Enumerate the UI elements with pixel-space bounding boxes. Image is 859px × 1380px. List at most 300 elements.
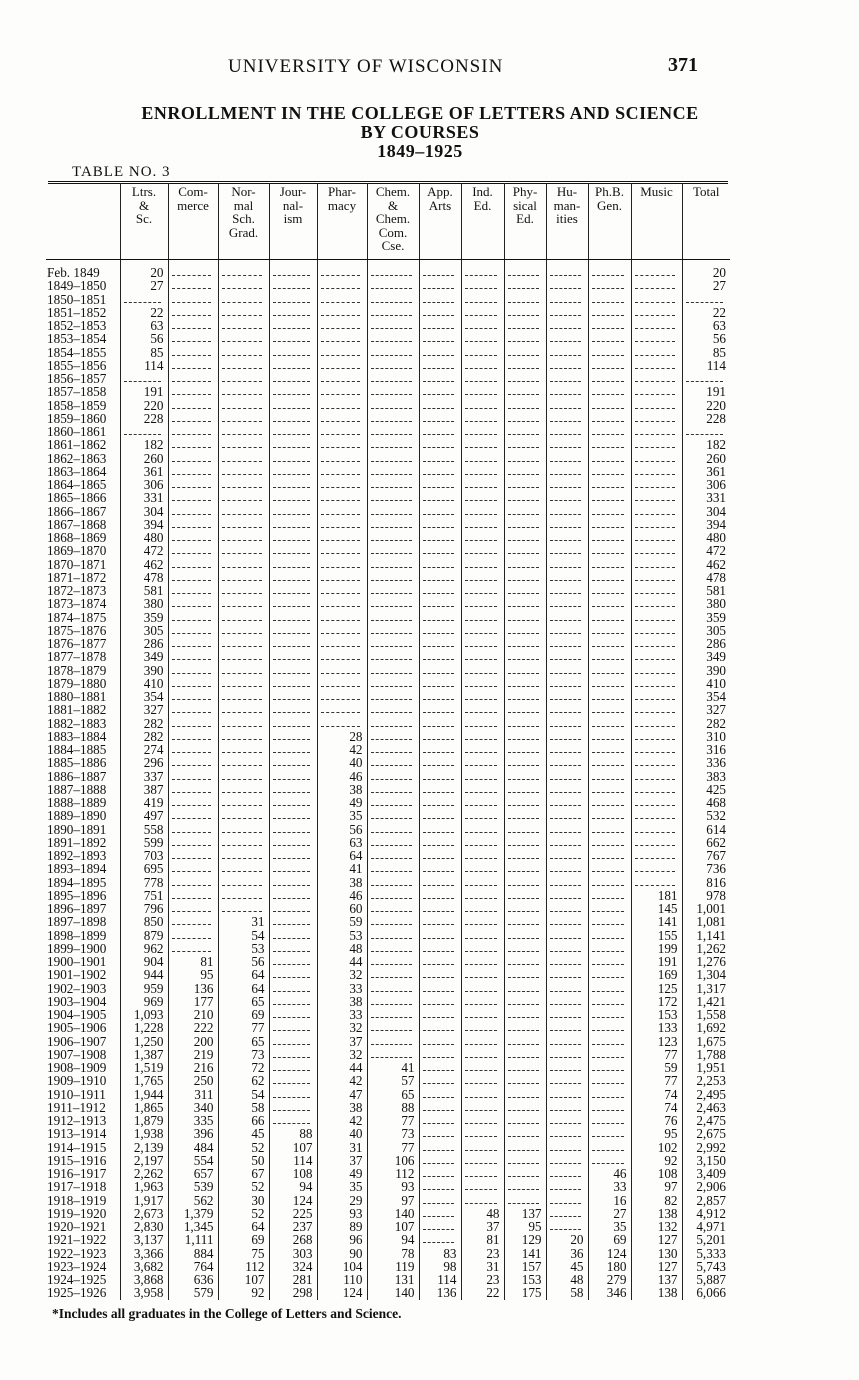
value-cell: 38 — [317, 876, 367, 889]
dash-placeholder — [423, 1070, 454, 1071]
dash-placeholder — [273, 805, 310, 806]
dash-placeholder — [508, 951, 539, 952]
empty-cell — [461, 518, 504, 531]
empty-cell — [631, 624, 682, 637]
dash-placeholder — [423, 871, 454, 872]
dash-placeholder — [222, 739, 262, 740]
empty-cell — [218, 412, 269, 425]
value-cell: 219 — [168, 1048, 218, 1061]
year-cell: 1892–1893 — [47, 849, 107, 863]
value-cell: 6,066 — [682, 1286, 730, 1299]
dash-placeholder — [423, 659, 454, 660]
empty-cell — [631, 611, 682, 624]
value-cell: 124 — [317, 1286, 367, 1299]
dash-placeholder — [465, 1097, 497, 1098]
dash-placeholder — [423, 938, 454, 939]
dash-placeholder — [273, 553, 310, 554]
empty-cell — [168, 319, 218, 332]
dash-placeholder — [465, 447, 497, 448]
empty-cell — [218, 902, 269, 915]
empty-cell — [461, 544, 504, 557]
empty-cell — [218, 703, 269, 716]
empty-cell — [546, 518, 588, 531]
value-cell: 65 — [218, 995, 269, 1008]
empty-cell — [218, 730, 269, 743]
dash-placeholder — [273, 832, 310, 833]
empty-cell — [168, 770, 218, 783]
empty-cell — [588, 1021, 631, 1034]
empty-cell — [588, 491, 631, 504]
dash-placeholder — [273, 1083, 310, 1084]
table-row — [46, 1127, 730, 1140]
dash-placeholder — [172, 686, 211, 687]
dash-placeholder — [550, 951, 581, 952]
value-cell: 396 — [168, 1127, 218, 1140]
dash-placeholder — [592, 421, 624, 422]
empty-cell — [419, 1061, 461, 1074]
value-cell: 157 — [504, 1260, 546, 1273]
value-cell: 5,743 — [682, 1260, 730, 1273]
dash-placeholder — [423, 593, 454, 594]
empty-cell — [218, 319, 269, 332]
empty-cell — [588, 1048, 631, 1061]
dash-placeholder — [635, 765, 675, 766]
empty-cell — [269, 902, 317, 915]
empty-cell — [367, 796, 419, 809]
empty-cell — [504, 929, 546, 942]
empty-cell — [317, 611, 367, 624]
empty-cell — [631, 465, 682, 478]
empty-cell — [588, 531, 631, 544]
empty-cell — [504, 1194, 546, 1207]
table-row — [46, 876, 730, 889]
empty-cell — [218, 783, 269, 796]
value-cell: 94 — [269, 1180, 317, 1193]
dash-placeholder — [592, 991, 624, 992]
value-cell: 2,495 — [682, 1088, 730, 1101]
value-cell: 662 — [682, 836, 730, 849]
dash-placeholder — [465, 434, 497, 435]
dash-placeholder — [371, 938, 412, 939]
dash-placeholder — [635, 752, 675, 753]
empty-cell — [317, 438, 367, 451]
dash-placeholder — [635, 527, 675, 528]
value-cell: 83 — [419, 1247, 461, 1260]
empty-cell — [168, 491, 218, 504]
table-row — [46, 412, 730, 425]
value-cell: 137 — [504, 1207, 546, 1220]
empty-cell — [546, 929, 588, 942]
value-cell: 112 — [367, 1167, 419, 1180]
value-cell: 49 — [317, 1167, 367, 1180]
dash-placeholder — [273, 447, 310, 448]
dash-placeholder — [371, 659, 412, 660]
dash-placeholder — [423, 977, 454, 978]
empty-cell — [168, 571, 218, 584]
value-cell: 4,971 — [682, 1220, 730, 1233]
dash-placeholder — [592, 845, 624, 846]
dash-placeholder — [222, 527, 262, 528]
empty-cell — [419, 544, 461, 557]
dash-placeholder — [273, 792, 310, 793]
empty-cell — [317, 558, 367, 571]
empty-cell — [367, 1021, 419, 1034]
dash-placeholder — [508, 368, 539, 369]
year-cell: 1918–1919 — [47, 1193, 107, 1207]
empty-cell — [419, 664, 461, 677]
value-cell: 767 — [682, 849, 730, 862]
empty-cell — [419, 876, 461, 889]
value-cell: 1,519 — [120, 1061, 168, 1074]
empty-cell — [631, 730, 682, 743]
empty-cell — [218, 862, 269, 875]
value-cell: 50 — [218, 1154, 269, 1167]
value-cell: 778 — [120, 876, 168, 889]
dash-placeholder — [321, 712, 360, 713]
value-cell: 72 — [218, 1061, 269, 1074]
empty-cell — [367, 478, 419, 491]
year-cell: 1891–1892 — [47, 835, 107, 849]
empty-cell — [367, 505, 419, 518]
table-row — [46, 372, 730, 385]
empty-cell — [419, 703, 461, 716]
value-cell: 532 — [682, 809, 730, 822]
empty-cell — [631, 783, 682, 796]
empty-cell — [631, 743, 682, 756]
dash-placeholder — [222, 765, 262, 766]
dash-placeholder — [423, 1229, 454, 1230]
dash-placeholder — [508, 805, 539, 806]
dash-placeholder — [465, 765, 497, 766]
dash-placeholder — [550, 606, 581, 607]
value-cell: 37 — [317, 1154, 367, 1167]
empty-cell — [168, 637, 218, 650]
year-cell: 1909–1910 — [47, 1074, 107, 1088]
dash-placeholder — [222, 752, 262, 753]
empty-cell — [504, 876, 546, 889]
empty-cell — [367, 266, 419, 279]
empty-cell — [504, 1141, 546, 1154]
empty-cell — [218, 452, 269, 465]
empty-cell — [168, 849, 218, 862]
empty-cell — [218, 438, 269, 451]
dash-placeholder — [592, 885, 624, 886]
dash-placeholder — [423, 1203, 454, 1204]
value-cell: 1,951 — [682, 1061, 730, 1074]
empty-cell — [367, 783, 419, 796]
value-cell: 237 — [269, 1220, 317, 1233]
empty-cell — [317, 505, 367, 518]
empty-cell — [588, 915, 631, 928]
value-cell: 614 — [682, 823, 730, 836]
dash-placeholder — [371, 620, 412, 621]
table-row — [46, 558, 730, 571]
year-cell: 1870–1871 — [47, 557, 107, 571]
top-rule — [48, 181, 728, 182]
table-row — [46, 584, 730, 597]
empty-cell — [218, 823, 269, 836]
empty-cell — [367, 558, 419, 571]
empty-cell — [168, 823, 218, 836]
empty-cell — [218, 664, 269, 677]
empty-cell — [168, 915, 218, 928]
dash-placeholder — [321, 699, 360, 700]
dash-placeholder — [592, 447, 624, 448]
dash-placeholder — [550, 580, 581, 581]
dash-placeholder — [222, 580, 262, 581]
empty-cell — [546, 412, 588, 425]
dash-placeholder — [635, 408, 675, 409]
dash-placeholder — [465, 620, 497, 621]
empty-cell — [269, 664, 317, 677]
empty-cell — [588, 332, 631, 345]
value-cell: 98 — [419, 1260, 461, 1273]
empty-cell — [120, 372, 168, 385]
value-cell: 327 — [682, 703, 730, 716]
value-cell: 77 — [631, 1074, 682, 1087]
empty-cell — [317, 293, 367, 306]
dash-placeholder — [371, 355, 412, 356]
value-cell: 480 — [120, 531, 168, 544]
empty-cell — [218, 425, 269, 438]
empty-cell — [218, 611, 269, 624]
dash-placeholder — [273, 1004, 310, 1005]
value-cell: 1,765 — [120, 1074, 168, 1087]
empty-cell — [631, 478, 682, 491]
empty-cell — [367, 690, 419, 703]
value-cell: 93 — [367, 1180, 419, 1193]
value-cell: 47 — [317, 1088, 367, 1101]
year-cell: 1861–1862 — [47, 438, 107, 452]
empty-cell — [588, 465, 631, 478]
dash-placeholder — [172, 394, 211, 395]
value-cell: 282 — [120, 730, 168, 743]
dash-placeholder — [550, 673, 581, 674]
dash-placeholder — [686, 302, 724, 303]
dash-placeholder — [371, 434, 412, 435]
table-row — [46, 425, 730, 438]
dash-placeholder — [321, 447, 360, 448]
table-row — [46, 438, 730, 451]
empty-cell — [218, 359, 269, 372]
dash-placeholder — [508, 408, 539, 409]
dash-placeholder — [550, 779, 581, 780]
year-cell: 1917–1918 — [47, 1180, 107, 1194]
table-row — [46, 743, 730, 756]
value-cell: 69 — [218, 1008, 269, 1021]
column-header: Jour- nal- ism — [269, 183, 317, 260]
dash-placeholder — [508, 1057, 539, 1058]
empty-cell — [317, 279, 367, 292]
empty-cell — [546, 1127, 588, 1140]
empty-cell — [546, 664, 588, 677]
dash-placeholder — [550, 1150, 581, 1151]
value-cell: 67 — [218, 1167, 269, 1180]
dash-placeholder — [635, 845, 675, 846]
dash-placeholder — [273, 1044, 310, 1045]
empty-cell — [168, 730, 218, 743]
dash-placeholder — [222, 487, 262, 488]
dash-placeholder — [222, 606, 262, 607]
empty-cell — [461, 1008, 504, 1021]
empty-cell — [269, 1061, 317, 1074]
dash-placeholder — [550, 1017, 581, 1018]
empty-cell — [461, 478, 504, 491]
table-row — [46, 955, 730, 968]
dash-placeholder — [222, 805, 262, 806]
value-cell: 138 — [631, 1207, 682, 1220]
dash-placeholder — [465, 752, 497, 753]
dash-placeholder — [465, 646, 497, 647]
table-row — [46, 1074, 730, 1087]
dash-placeholder — [371, 726, 412, 727]
empty-cell — [588, 862, 631, 875]
dash-placeholder — [423, 1057, 454, 1058]
dash-placeholder — [465, 1203, 497, 1204]
value-cell: 286 — [682, 637, 730, 650]
empty-cell — [269, 756, 317, 769]
table-row — [46, 505, 730, 518]
empty-cell — [461, 359, 504, 372]
dash-placeholder — [465, 315, 497, 316]
empty-cell — [168, 266, 218, 279]
dash-placeholder — [592, 474, 624, 475]
dash-placeholder — [635, 474, 675, 475]
empty-cell — [269, 1088, 317, 1101]
empty-cell — [504, 955, 546, 968]
year-cell: 1865–1866 — [47, 491, 107, 505]
table-row — [46, 624, 730, 637]
empty-cell — [546, 995, 588, 1008]
value-cell: 220 — [120, 399, 168, 412]
dash-placeholder — [508, 1110, 539, 1111]
value-cell: 56 — [120, 332, 168, 345]
empty-cell — [317, 372, 367, 385]
value-cell: 112 — [218, 1260, 269, 1273]
empty-cell — [168, 902, 218, 915]
value-cell: 2,830 — [120, 1220, 168, 1233]
dash-placeholder — [592, 394, 624, 395]
column-header: Com- merce — [168, 183, 218, 260]
dash-placeholder — [508, 1044, 539, 1045]
empty-cell — [546, 703, 588, 716]
empty-cell — [269, 690, 317, 703]
value-cell: 1,250 — [120, 1035, 168, 1048]
empty-cell — [588, 306, 631, 319]
value-cell: 579 — [168, 1286, 218, 1299]
dash-placeholder — [508, 580, 539, 581]
dash-placeholder — [592, 500, 624, 501]
dash-placeholder — [592, 938, 624, 939]
dash-placeholder — [465, 606, 497, 607]
empty-cell — [269, 862, 317, 875]
dash-placeholder — [508, 871, 539, 872]
empty-cell — [419, 531, 461, 544]
empty-cell — [461, 1035, 504, 1048]
dash-placeholder — [465, 938, 497, 939]
dash-placeholder — [172, 606, 211, 607]
empty-cell — [419, 1207, 461, 1220]
value-cell: 41 — [367, 1061, 419, 1074]
dash-placeholder — [273, 633, 310, 634]
dash-placeholder — [635, 699, 675, 700]
dash-placeholder — [371, 739, 412, 740]
empty-cell — [504, 279, 546, 292]
dash-placeholder — [371, 924, 412, 925]
value-cell: 3,366 — [120, 1247, 168, 1260]
year-cell: 1855–1856 — [47, 358, 107, 372]
value-cell: 346 — [588, 1286, 631, 1299]
empty-cell — [504, 359, 546, 372]
dash-placeholder — [550, 646, 581, 647]
table-row — [46, 452, 730, 465]
value-cell: 108 — [269, 1167, 317, 1180]
dash-placeholder — [465, 487, 497, 488]
dash-placeholder — [273, 924, 310, 925]
value-cell: 3,868 — [120, 1273, 168, 1286]
empty-cell — [504, 1114, 546, 1127]
empty-cell — [419, 677, 461, 690]
dash-placeholder — [321, 500, 360, 501]
empty-cell — [120, 425, 168, 438]
empty-cell — [269, 796, 317, 809]
dash-placeholder — [321, 328, 360, 329]
empty-cell — [504, 1180, 546, 1193]
table-row — [46, 1035, 730, 1048]
dash-placeholder — [371, 792, 412, 793]
dash-placeholder — [550, 355, 581, 356]
empty-cell — [461, 915, 504, 928]
empty-cell — [588, 266, 631, 279]
dash-placeholder — [222, 302, 262, 303]
empty-cell — [461, 770, 504, 783]
dash-placeholder — [172, 434, 211, 435]
value-cell: 140 — [367, 1286, 419, 1299]
empty-cell — [631, 571, 682, 584]
year-cell: 1910–1911 — [47, 1087, 106, 1101]
empty-cell — [461, 955, 504, 968]
value-cell: 133 — [631, 1021, 682, 1034]
dash-placeholder — [172, 911, 211, 912]
value-cell: 30 — [218, 1194, 269, 1207]
dash-placeholder — [321, 593, 360, 594]
empty-cell — [367, 995, 419, 1008]
value-cell: 1,963 — [120, 1180, 168, 1193]
dash-placeholder — [423, 447, 454, 448]
empty-cell — [269, 412, 317, 425]
dash-placeholder — [423, 845, 454, 846]
dash-placeholder — [371, 553, 412, 554]
dash-placeholder — [172, 355, 211, 356]
empty-cell — [419, 730, 461, 743]
empty-cell — [218, 650, 269, 663]
empty-cell — [367, 438, 419, 451]
dash-placeholder — [592, 779, 624, 780]
value-cell: 695 — [120, 862, 168, 875]
dash-placeholder — [423, 461, 454, 462]
empty-cell — [419, 743, 461, 756]
empty-cell — [588, 1035, 631, 1048]
empty-cell — [588, 1141, 631, 1154]
dash-placeholder — [222, 659, 262, 660]
dash-placeholder — [550, 845, 581, 846]
empty-cell — [461, 1048, 504, 1061]
empty-cell — [419, 478, 461, 491]
dash-placeholder — [423, 1083, 454, 1084]
dash-placeholder — [222, 712, 262, 713]
empty-cell — [168, 703, 218, 716]
value-cell: 310 — [682, 730, 730, 743]
